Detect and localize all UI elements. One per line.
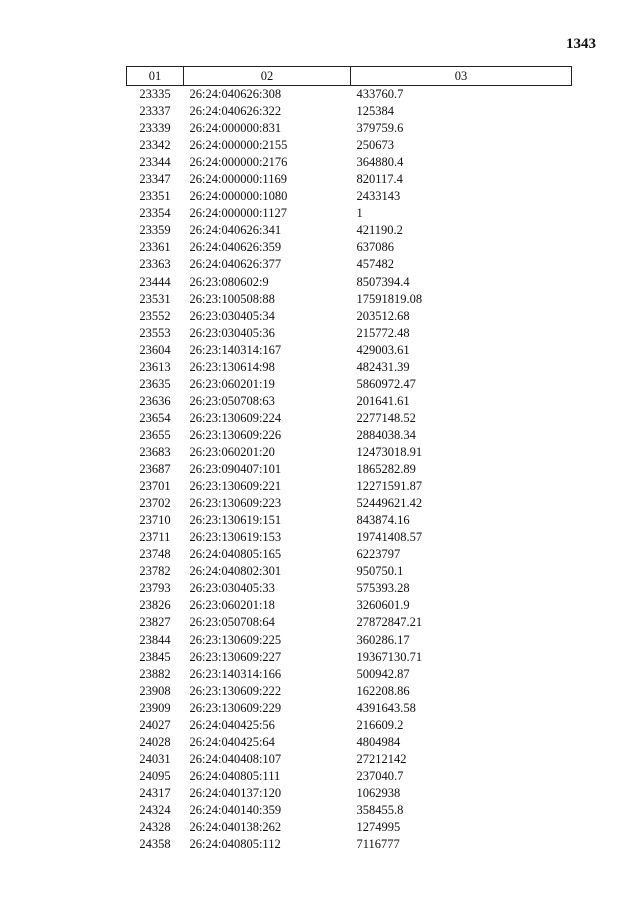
cell-03: 216609.2	[356, 717, 404, 732]
cell-02: 26:24:000000:2176	[189, 155, 288, 170]
cell-02: 26:24:040805:112	[189, 837, 281, 852]
table-row	[127, 614, 572, 631]
cell-01: 23793	[139, 581, 171, 596]
table-row	[127, 188, 572, 205]
cell-01: 23361	[139, 240, 171, 255]
cell-01: 24095	[139, 768, 171, 783]
cell-03: 2277148.52	[356, 410, 416, 425]
cell-03: 1865282.89	[356, 462, 416, 477]
table-row	[127, 103, 572, 120]
cell-03: 482431.39	[356, 359, 410, 374]
cell-02: 26:24:040408:107	[189, 751, 282, 766]
cell-03: 421190.2	[356, 223, 403, 238]
table-row	[127, 836, 572, 853]
cell-01: 24324	[139, 802, 171, 817]
cell-03: 1274995	[356, 820, 401, 835]
cell-01: 23683	[139, 444, 171, 459]
cell-02: 26:23:130614:98	[189, 359, 275, 374]
table-row	[127, 325, 572, 342]
cell-03: 637086	[356, 240, 394, 255]
table-row	[127, 478, 572, 495]
cell-02: 26:23:130619:153	[189, 530, 282, 545]
cell-02: 26:24:040137:120	[189, 785, 282, 800]
cell-01: 23335	[139, 87, 171, 101]
cell-02: 26:23:050708:63	[189, 393, 275, 408]
cell-01: 23553	[139, 325, 171, 340]
table-row	[127, 461, 572, 478]
cell-01: 23351	[139, 189, 171, 204]
cell-02: 26:24:040802:301	[189, 564, 282, 579]
table-row	[127, 683, 572, 700]
cell-02: 26:23:060201:19	[189, 376, 275, 391]
cell-01: 23604	[139, 342, 171, 357]
cell-03: 12473018.91	[356, 444, 423, 459]
cell-03: 125384	[356, 104, 394, 119]
table-row	[127, 444, 572, 461]
page-number: 1343	[566, 36, 596, 52]
cell-02: 26:24:000000:831	[189, 121, 282, 136]
cell-03: 575393.28	[356, 581, 410, 596]
cell-03: 3260601.9	[356, 598, 410, 613]
cell-03: 4391643.58	[356, 700, 416, 715]
cell-02: 26:23:130609:223	[189, 496, 282, 511]
cell-02: 26:23:030405:36	[189, 325, 275, 340]
table-row	[127, 86, 572, 104]
table-row	[127, 700, 572, 717]
cell-02: 26:23:140314:167	[189, 342, 282, 357]
cell-01: 24358	[139, 837, 171, 852]
cell-01: 23339	[139, 121, 171, 136]
table-row	[127, 359, 572, 376]
cell-03: 6223797	[356, 547, 401, 562]
cell-01: 24027	[139, 717, 171, 732]
cell-02: 26:23:130609:225	[189, 632, 282, 647]
cell-03: 500942.87	[356, 666, 410, 681]
cell-01: 23845	[139, 649, 171, 664]
cell-02: 26:23:130609:227	[189, 649, 282, 664]
cell-03: 203512.68	[356, 308, 410, 323]
table-row	[127, 717, 572, 734]
table-row	[127, 529, 572, 546]
cell-01: 23748	[139, 547, 171, 562]
column-header-03: 03	[351, 67, 572, 86]
cell-01: 24317	[139, 785, 171, 800]
cell-03: 19367130.71	[356, 649, 423, 664]
cell-01: 23337	[139, 104, 171, 119]
table-row	[127, 649, 572, 666]
table-row	[127, 751, 572, 768]
table-row	[127, 785, 572, 802]
cell-02: 26:24:000000:2155	[189, 138, 288, 153]
cell-02: 26:23:030405:34	[189, 308, 275, 323]
cell-02: 26:24:000000:1080	[189, 189, 288, 204]
cell-01: 23711	[139, 530, 171, 545]
cell-01: 23359	[139, 223, 171, 238]
cell-01: 23531	[139, 291, 171, 306]
cell-02: 26:24:000000:1169	[189, 172, 287, 187]
table-row	[127, 802, 572, 819]
cell-01: 23701	[139, 479, 171, 494]
table-row	[127, 239, 572, 256]
table-header	[127, 67, 572, 86]
table-row	[127, 291, 572, 308]
cell-02: 26:24:040425:64	[189, 734, 275, 749]
cell-03: 950750.1	[356, 564, 404, 579]
cell-03: 17591819.08	[356, 291, 423, 306]
cell-03: 429003.61	[356, 342, 410, 357]
cell-02: 26:24:040626:341	[189, 223, 282, 238]
cell-03: 201641.61	[356, 393, 410, 408]
cell-03: 215772.48	[356, 325, 410, 340]
cell-02: 26:23:140314:166	[189, 666, 282, 681]
cell-01: 23636	[139, 393, 171, 408]
cell-01: 23782	[139, 564, 171, 579]
table-row	[127, 393, 572, 410]
cell-02: 26:23:130609:226	[189, 427, 282, 442]
cell-02: 26:24:040425:56	[189, 717, 275, 732]
table-row	[127, 427, 572, 444]
cell-03: 12271591.87	[356, 479, 423, 494]
cell-03: 2433143	[356, 189, 401, 204]
cell-02: 26:23:080602:9	[189, 274, 269, 289]
cell-01: 23347	[139, 172, 171, 187]
cell-03: 5860972.47	[356, 376, 416, 391]
table-row	[127, 597, 572, 614]
cell-01: 23909	[139, 700, 171, 715]
table-row	[127, 137, 572, 154]
cell-01: 23826	[139, 598, 171, 613]
cell-02: 26:24:040138:262	[189, 820, 282, 835]
cell-01: 23635	[139, 376, 171, 391]
cell-01: 23654	[139, 410, 171, 425]
cell-03: 433760.7	[356, 87, 404, 101]
cell-02: 26:24:000000:1127	[189, 206, 287, 221]
column-header-02: 02	[184, 67, 351, 86]
table-row	[127, 154, 572, 171]
cell-03: 250673	[356, 138, 394, 153]
cell-02: 26:23:090407:101	[189, 462, 282, 477]
cell-02: 26:24:040626:377	[189, 257, 282, 272]
cell-03: 379759.6	[356, 121, 404, 136]
table-row	[127, 563, 572, 580]
cell-01: 23687	[139, 462, 171, 477]
column-header-01: 01	[127, 67, 184, 86]
cell-03: 457482	[356, 257, 394, 272]
table-row	[127, 666, 572, 683]
cell-02: 26:23:130609:221	[189, 479, 282, 494]
table-row	[127, 342, 572, 359]
cell-01: 23655	[139, 427, 171, 442]
cell-03: 4804984	[356, 734, 401, 749]
table-row	[127, 512, 572, 529]
cell-02: 26:23:050708:64	[189, 615, 275, 630]
table-row	[127, 495, 572, 512]
table-row	[127, 410, 572, 427]
table-row	[127, 734, 572, 751]
cell-03: 52449621.42	[356, 496, 423, 511]
cell-01: 23908	[139, 683, 171, 698]
data-table	[126, 66, 572, 853]
table-row	[127, 171, 572, 188]
cell-03: 820117.4	[356, 172, 403, 187]
cell-01: 23552	[139, 308, 171, 323]
table-row	[127, 256, 572, 273]
cell-03: 843874.16	[356, 513, 410, 528]
table-row	[127, 819, 572, 836]
cell-01: 24028	[139, 734, 171, 749]
cell-02: 26:24:040626:308	[189, 87, 282, 101]
table-row	[127, 768, 572, 785]
cell-01: 23342	[139, 138, 171, 153]
cell-03: 1	[356, 206, 363, 221]
cell-02: 26:23:100508:88	[189, 291, 275, 306]
cell-02: 26:24:040805:111	[189, 768, 281, 783]
cell-02: 26:23:130609:229	[189, 700, 282, 715]
cell-03: 162208.86	[356, 683, 410, 698]
cell-03: 27212142	[356, 751, 407, 766]
cell-02: 26:23:130609:224	[189, 410, 282, 425]
table-row	[127, 546, 572, 563]
table-row	[127, 632, 572, 649]
cell-01: 23363	[139, 257, 171, 272]
cell-01: 23344	[139, 155, 171, 170]
cell-02: 26:23:130609:222	[189, 683, 282, 698]
cell-01: 23354	[139, 206, 171, 221]
table-row	[127, 376, 572, 393]
cell-03: 364880.4	[356, 155, 404, 170]
cell-03: 7116777	[356, 837, 400, 852]
cell-03: 2884038.34	[356, 427, 416, 442]
cell-03: 8507394.4	[356, 274, 410, 289]
cell-02: 26:24:040805:165	[189, 547, 282, 562]
cell-03: 358455.8	[356, 802, 404, 817]
cell-01: 23844	[139, 632, 171, 647]
cell-01: 23710	[139, 513, 171, 528]
cell-03: 27872847.21	[356, 615, 423, 630]
table-row	[127, 274, 572, 291]
cell-01: 23827	[139, 615, 171, 630]
cell-03: 1062938	[356, 785, 401, 800]
cell-01: 24328	[139, 820, 171, 835]
cell-02: 26:23:060201:18	[189, 598, 275, 613]
cell-01: 23613	[139, 359, 171, 374]
cell-03: 360286.17	[356, 632, 410, 647]
cell-01: 23702	[139, 496, 171, 511]
cell-03: 19741408.57	[356, 530, 423, 545]
data-table-container	[126, 66, 571, 853]
table-row	[127, 222, 572, 239]
cell-02: 26:23:060201:20	[189, 444, 275, 459]
table-body	[127, 86, 572, 854]
cell-02: 26:24:040626:322	[189, 104, 282, 119]
cell-02: 26:23:130619:151	[189, 513, 282, 528]
cell-02: 26:24:040140:359	[189, 802, 282, 817]
table-row	[127, 308, 572, 325]
cell-02: 26:23:030405:33	[189, 581, 275, 596]
cell-03: 237040.7	[356, 768, 404, 783]
table-row	[127, 580, 572, 597]
table-row	[127, 120, 572, 137]
header-row	[127, 67, 572, 86]
cell-01: 23882	[139, 666, 171, 681]
table-row	[127, 205, 572, 222]
cell-01: 23444	[139, 274, 171, 289]
cell-02: 26:24:040626:359	[189, 240, 282, 255]
cell-01: 24031	[139, 751, 171, 766]
